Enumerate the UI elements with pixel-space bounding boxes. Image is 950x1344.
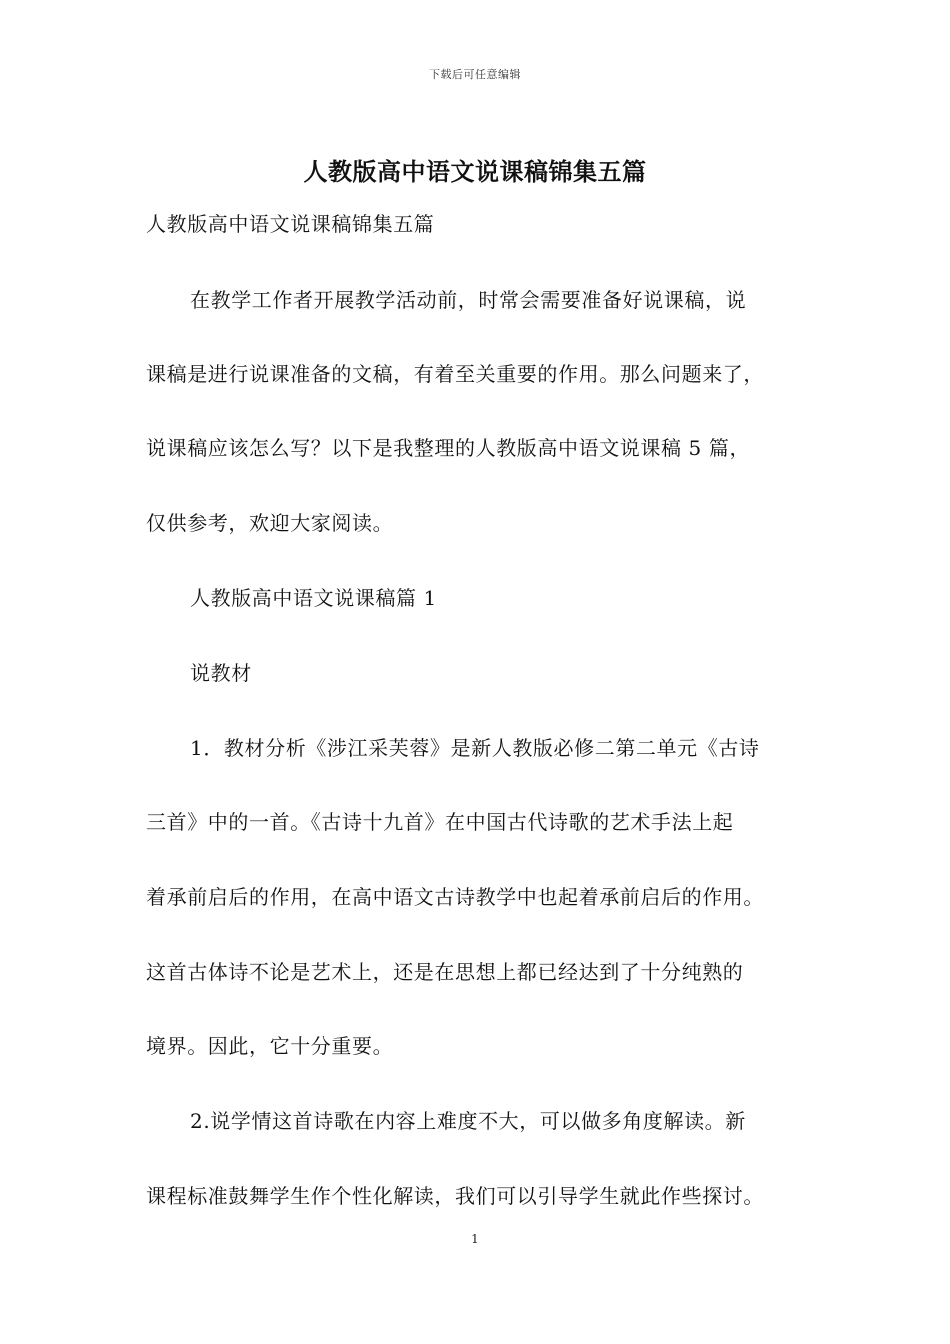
body-line: 仅供参考，欢迎大家阅读。: [146, 511, 394, 535]
header-note: 下载后可任意编辑: [429, 68, 521, 81]
body-line: 在教学工作者开展教学活动前，时常会需要准备好说课稿，说: [190, 288, 747, 312]
body-line: 课程标准鼓舞学生作个性化解读，我们可以引导学生就此作些探讨。: [146, 1184, 764, 1208]
subsection-heading: 说教材: [190, 661, 252, 685]
page-number: 1: [471, 1232, 479, 1246]
body-line: 这首古体诗不论是艺术上，还是在思想上都已经达到了十分纯熟的: [146, 960, 744, 984]
body-line: 课稿是进行说课准备的文稿，有着至关重要的作用。那么问题来了，: [146, 362, 764, 386]
body-line: 说课稿应该怎么写？以下是我整理的人教版高中语文说课稿 5 篇，: [146, 436, 751, 460]
body-line: 三首》中的一首。《古诗十九首》在中国古代诗歌的艺术手法上起: [146, 810, 734, 834]
body-line: 着承前启后的作用，在高中语文古诗教学中也起着承前启后的作用。: [146, 885, 764, 909]
document-title: 人教版高中语文说课稿锦集五篇: [303, 157, 647, 186]
subtitle-line: 人教版高中语文说课稿锦集五篇: [146, 212, 435, 236]
section-heading: 人教版高中语文说课稿篇 1: [190, 586, 437, 610]
body-line: 2.说学情这首诗歌在内容上难度不大，可以做多角度解读。新: [190, 1109, 746, 1133]
body-line: 境界。因此，它十分重要。: [146, 1034, 394, 1058]
body-line: 1．教材分析《涉江采芙蓉》是新人教版必修二第二单元《古诗: [190, 736, 760, 760]
